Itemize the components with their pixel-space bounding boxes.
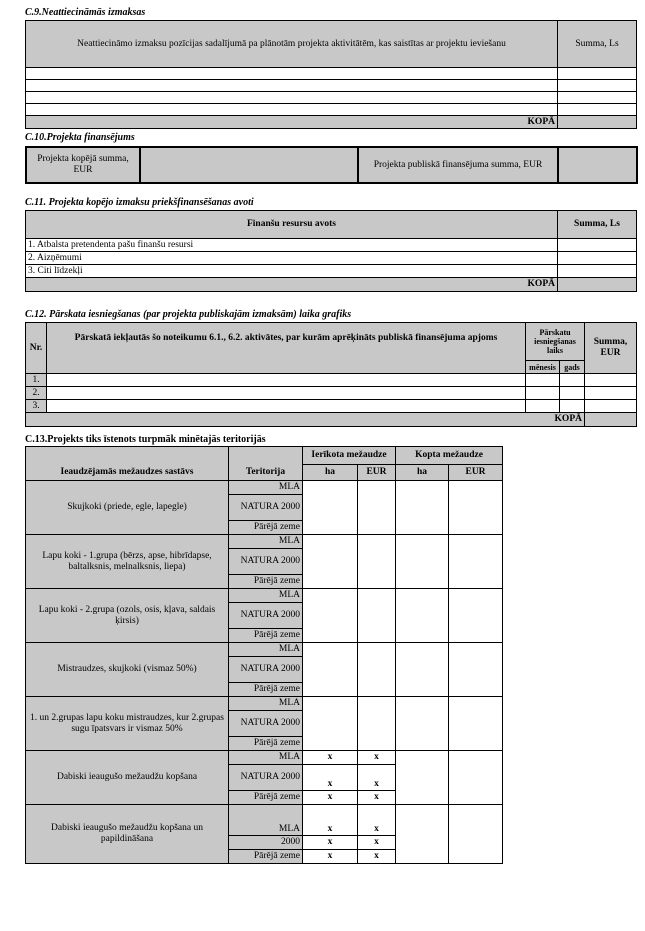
c13-terr-natura-year: 2000 — [229, 836, 303, 850]
c13-cell[interactable] — [396, 805, 449, 864]
c9-cell[interactable] — [26, 80, 558, 92]
c13-cell[interactable] — [303, 643, 358, 697]
c13-col-ha: ha — [303, 465, 358, 481]
c13-cell[interactable] — [449, 805, 503, 864]
section-c9-title: C.9.Neattiecināmās izmaksas — [25, 7, 146, 18]
c13-terr-natura: NATURA 2000 — [229, 765, 303, 791]
c13-col-composition: Ieaudzējamās mežaudzes sastāvs — [26, 447, 229, 481]
c13-terr-other: Pārējā zeme — [229, 683, 303, 697]
c13-cell[interactable] — [303, 589, 358, 643]
c12-cell[interactable] — [560, 400, 585, 413]
c13-terr-mla: MLA — [229, 751, 303, 765]
c9-total-value[interactable] — [558, 116, 637, 129]
c12-col-month: mēnesis — [526, 361, 560, 374]
c13-group-label: Dabiski ieaugušo mežaudžu kopšana un papildināšana — [26, 805, 229, 864]
c11-total-label: KOPĀ — [26, 278, 558, 292]
c13-col-ierikota: Ierīkota mežaudze — [303, 447, 396, 465]
c13-group-label: Skujkoki (priede, egle, lapegle) — [26, 481, 229, 535]
c10-total-value[interactable] — [140, 147, 358, 183]
c13-x-mark: x — [358, 791, 396, 805]
c12-cell[interactable] — [526, 374, 560, 387]
c11-row-label: 1. Atbalsta pretendenta pašu finanšu resursi — [26, 239, 558, 252]
c12-total-label: KOPĀ — [26, 413, 585, 427]
c13-cell[interactable] — [303, 697, 358, 751]
section-c12-title: C.12. Pārskata iesniegšanas (par projekta publiskajām izmaksām) laika grafiks — [25, 309, 352, 320]
c13-cell[interactable] — [449, 751, 503, 805]
c11-table — [25, 210, 637, 292]
c13-terr-mla: MLA — [229, 589, 303, 603]
c13-group-label: 1. un 2.grupas lapu koku mistraudzes, kur 2.grupas sugu īpatsvars ir vismaz 50% — [26, 697, 229, 751]
c10-total-label: Projekta kopējā summa, EUR — [26, 147, 140, 183]
c13-cell[interactable] — [396, 589, 449, 643]
c13-terr-other: Pārējā zeme — [229, 850, 303, 864]
c12-cell[interactable] — [560, 374, 585, 387]
c12-cell[interactable] — [585, 400, 637, 413]
c13-x-mark: x — [303, 850, 358, 864]
c13-x-mark: x — [358, 850, 396, 864]
c13-col-territory: Teritorija — [229, 447, 303, 481]
c13-cell[interactable] — [358, 535, 396, 589]
c13-terr-natura: NATURA 2000 — [229, 657, 303, 683]
c12-cell[interactable] — [47, 387, 526, 400]
c13-terr-natura: NATURA 2000 — [229, 603, 303, 629]
c13-col-ha: ha — [396, 465, 449, 481]
c12-row-nr: 1. — [26, 374, 47, 387]
c13-x-mark: x — [303, 765, 358, 791]
c12-col-nr: Nr. — [26, 323, 47, 374]
c9-sum-cell[interactable] — [558, 104, 637, 116]
c13-cell[interactable] — [449, 535, 503, 589]
c13-cell[interactable] — [449, 589, 503, 643]
c9-table — [25, 20, 637, 129]
c13-cell[interactable] — [449, 481, 503, 535]
c12-row-nr: 3. — [26, 400, 47, 413]
section-c11-title: C.11. Projekta kopējo izmaksu priekšfinansēšanas avoti — [25, 197, 254, 208]
c13-x-mark: x — [303, 791, 358, 805]
c13-x-mark: x — [358, 805, 396, 836]
section-c10-title: C.10.Projekta finansējums — [25, 132, 135, 143]
c13-cell[interactable] — [396, 751, 449, 805]
c12-col-year: gads — [560, 361, 585, 374]
c13-col-eur: EUR — [358, 465, 396, 481]
c13-cell[interactable] — [358, 697, 396, 751]
c13-group-label: Dabiski ieaugušo mežaudžu kopšana — [26, 751, 229, 805]
c13-group-label: Lapu koki - 1.grupa (bērzs, apse, hibrīdapse, baltalksnis, melnalksnis, liepa) — [26, 535, 229, 589]
c12-cell[interactable] — [585, 374, 637, 387]
c11-col-source: Finanšu resursu avots — [26, 211, 558, 239]
c11-col-sum: Summa, Ls — [558, 211, 637, 239]
c12-col-sum: Summa, EUR — [585, 323, 637, 374]
c13-terr-mla: MLA — [229, 643, 303, 657]
c11-row-label: 3. Citi līdzekļi — [26, 265, 558, 278]
c13-terr-mla: MLA — [229, 805, 303, 836]
c13-terr-mla: MLA — [229, 697, 303, 711]
c11-row-value[interactable] — [558, 252, 637, 265]
c12-col-desc: Pārskatā iekļautās šo noteikumu 6.1., 6.2. aktivātes, par kurām aprēķināts publiskā finansējuma apjoms — [47, 323, 526, 374]
c12-col-time: Pārskatu iesniegšanas laiks — [526, 323, 585, 361]
c12-cell[interactable] — [526, 400, 560, 413]
c13-cell[interactable] — [396, 643, 449, 697]
section-c13-title: C.13.Projekts tiks īstenots turpmāk minētajās teritorijās — [25, 434, 266, 445]
c13-x-mark: x — [358, 751, 396, 765]
c13-terr-natura: NATURA 2000 — [229, 495, 303, 521]
c13-cell[interactable] — [396, 697, 449, 751]
c13-terr-other: Pārējā zeme — [229, 629, 303, 643]
c13-cell[interactable] — [396, 535, 449, 589]
c11-row-value[interactable] — [558, 239, 637, 252]
c9-cell[interactable] — [26, 68, 558, 80]
c12-row-nr: 2. — [26, 387, 47, 400]
c13-cell[interactable] — [358, 589, 396, 643]
c12-cell[interactable] — [47, 374, 526, 387]
c13-table — [25, 446, 503, 864]
c13-group-label: Lapu koki - 2.grupa (ozols, osis, kļava, saldais ķirsis) — [26, 589, 229, 643]
c11-row-value[interactable] — [558, 265, 637, 278]
c13-terr-other: Pārējā zeme — [229, 575, 303, 589]
c13-terr-mla: MLA — [229, 535, 303, 549]
c13-cell[interactable] — [396, 481, 449, 535]
c13-col-kopta: Kopta mežaudze — [396, 447, 503, 465]
c11-total-value[interactable] — [558, 278, 637, 292]
c13-terr-natura: NATURA 2000 — [229, 549, 303, 575]
c13-cell[interactable] — [303, 535, 358, 589]
c10-table — [25, 146, 638, 184]
c9-cell[interactable] — [26, 92, 558, 104]
c13-x-mark: x — [303, 836, 358, 850]
c12-cell[interactable] — [526, 387, 560, 400]
c13-col-eur: EUR — [449, 465, 503, 481]
c12-table — [25, 322, 637, 427]
c13-terr-natura: NATURA 2000 — [229, 711, 303, 737]
c13-cell[interactable] — [358, 643, 396, 697]
c9-cell[interactable] — [26, 104, 558, 116]
c9-sum-cell[interactable] — [558, 92, 637, 104]
c13-terr-other: Pārējā zeme — [229, 791, 303, 805]
c9-sum-cell[interactable] — [558, 68, 637, 80]
c13-x-mark: x — [358, 765, 396, 791]
c12-cell[interactable] — [47, 400, 526, 413]
c13-cell[interactable] — [449, 697, 503, 751]
c13-x-mark: x — [303, 751, 358, 765]
c12-cell[interactable] — [560, 387, 585, 400]
c9-col-sum: Summa, Ls — [558, 21, 637, 68]
c13-cell[interactable] — [303, 481, 358, 535]
c12-total-value[interactable] — [585, 413, 637, 427]
c12-cell[interactable] — [585, 387, 637, 400]
c10-public-value[interactable] — [558, 147, 637, 183]
c13-terr-other: Pārējā zeme — [229, 737, 303, 751]
c13-x-mark: x — [358, 836, 396, 850]
c10-public-label: Projekta publiskā finansējuma summa, EUR — [358, 147, 558, 183]
c13-terr-mla: MLA — [229, 481, 303, 495]
c13-group-label: Mistraudzes, skujkoki (vismaz 50%) — [26, 643, 229, 697]
c13-x-mark: x — [303, 805, 358, 836]
c13-cell[interactable] — [449, 643, 503, 697]
c9-col-desc: Neattiecināmo izmaksu pozīcijas sadalījumā pa plānotām projekta aktivitātēm, kas saistītas ar projektu ieviešanu — [26, 21, 558, 68]
c11-row-label: 2. Aizņēmumi — [26, 252, 558, 265]
c9-total-label: KOPĀ — [26, 116, 558, 129]
c13-terr-other: Pārējā zeme — [229, 521, 303, 535]
c13-cell[interactable] — [358, 481, 396, 535]
c9-sum-cell[interactable] — [558, 80, 637, 92]
